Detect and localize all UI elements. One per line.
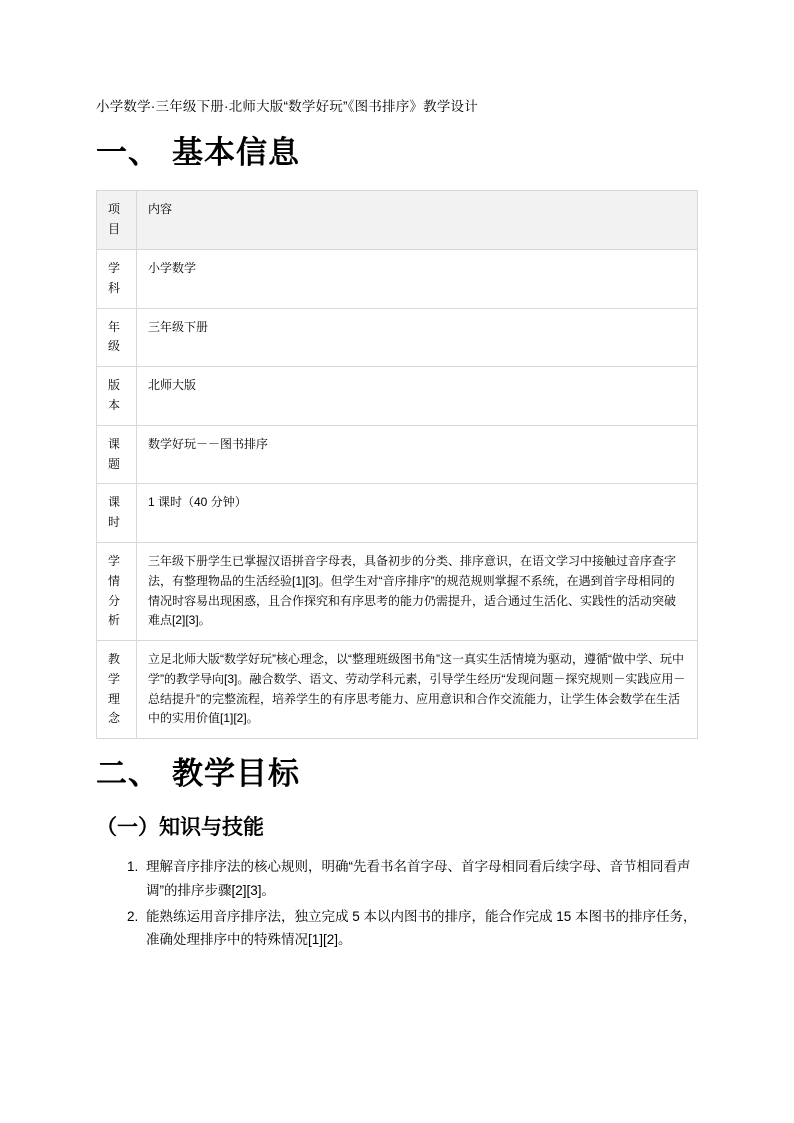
table-row (97, 641, 698, 739)
row-content: 北师大版 (137, 367, 698, 426)
section-number: 二、 (96, 756, 160, 792)
table-row (97, 249, 698, 308)
section-heading-basic-info (96, 134, 698, 173)
table-row (97, 484, 698, 543)
row-content: 小学数学 (137, 249, 698, 308)
row-label: 学科 (97, 249, 137, 308)
table-header-row (97, 191, 698, 250)
basic-info-table (96, 190, 698, 739)
table-row (97, 425, 698, 484)
table-row (97, 542, 698, 640)
row-content: 三年级下册 (137, 308, 698, 367)
row-content: 1 课时（40 分钟） (137, 484, 698, 543)
row-label: 学情分析 (97, 542, 137, 640)
table-row (97, 308, 698, 367)
list-item: 1. 理解音序排序法的核心规则，明确“先看书名首字母、首字母相同看后续字母、音节相同看声调”的排序步骤[2][3]。 (142, 855, 698, 902)
row-label: 教学理念 (97, 641, 137, 739)
list-item: 2. 能熟练运用音序排序法，独立完成 5 本以内图书的排序，能合作完成 15 本图书的排序任务，准确处理排序中的特殊情况[1][2]。 (142, 905, 698, 952)
row-label: 版本 (97, 367, 137, 426)
row-content: 立足北师大版“数学好玩”核心理念，以“整理班级图书角”这一真实生活情境为驱动，遵循“做中学、玩中学”的教学导向[3]。融合数学、语文、劳动学科元素，引导学生经历“发现问题－探究规则－实践应用－总结提升”的完整流程，培养学生的有序思考能力、应用意识和合作交流能力，让学生体会数学在生活中的实用价值[1][2]。 (137, 641, 698, 739)
row-content: 数学好玩－－图书排序 (137, 425, 698, 484)
subsection-heading-knowledge-skills: （一）知识与技能 (96, 816, 264, 840)
section-heading-teaching-objectives (96, 755, 698, 794)
table-header-content: 内容 (137, 191, 698, 250)
section-title: 教学目标 (172, 756, 300, 792)
row-content: 三年级下册学生已掌握汉语拼音字母表，具备初步的分类、排序意识，在语文学习中接触过音序查字法，有整理物品的生活经验[1][3]。但学生对“音序排序”的规范规则掌握不系统，在遇到首字母相同的情况时容易出现困惑，且合作探究和有序思考的能力仍需提升，适合通过生活化、实践性的活动突破难点[2][3]。 (137, 542, 698, 640)
section-title: 基本信息 (172, 134, 300, 170)
row-label: 课题 (97, 425, 137, 484)
table-row (97, 367, 698, 426)
knowledge-skills-list (96, 855, 698, 952)
section-number: 一、 (96, 134, 160, 170)
row-label: 年级 (97, 308, 137, 367)
document-subtitle: 小学数学·三年级下册·北师大版“数学好玩”《图书排序》教学设计 (96, 99, 478, 114)
row-label: 课时 (97, 484, 137, 543)
table-header-item: 项目 (97, 191, 137, 250)
